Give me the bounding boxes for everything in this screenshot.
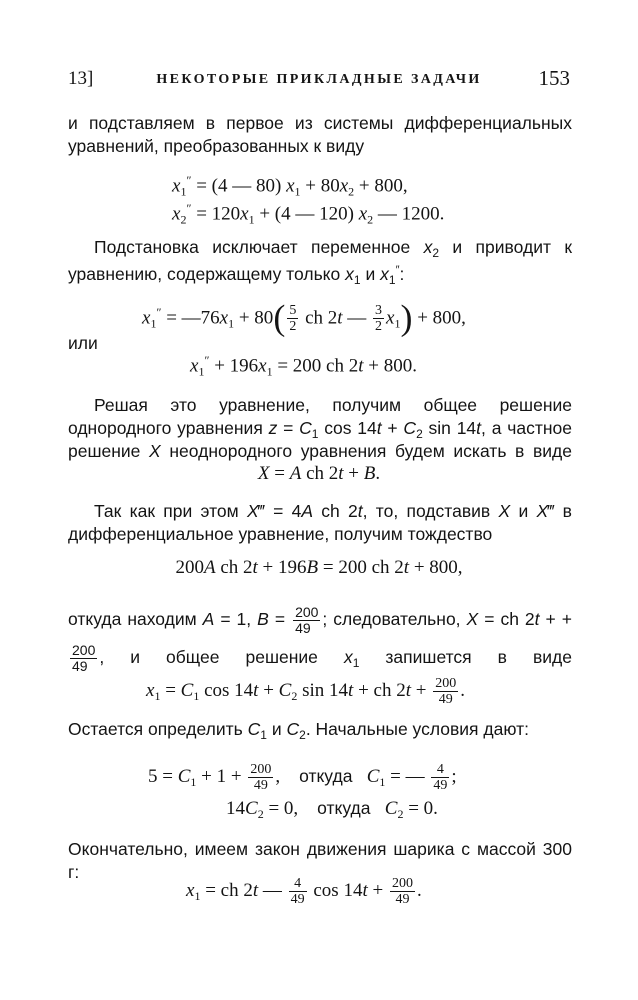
equation-system-line-2: $x_2'' = 120x_1 + (4$ — 120) $x_2$ — 1200. [172,201,445,227]
paragraph-substitution: Подстановка исключает переменное $x_2$ и приводит к уравнению, содержащему только $x_1$ и $x_1''$: [68,237,572,287]
paragraph-solving: Решая это уравнение, получим общее решение однородного уравнения $z = C_1$ $\cos 14t + C_2$ sin 14t, а частное решение X неоднородного уравнения будем искать в виде [68,395,572,461]
paragraph-intro: и подставляем в первое из системы дифференциальных уравнений, преобразованных к виду [68,113,572,156]
paragraph-final: Окончательно, имеем закон движения шарика с массой 300 г: [68,839,572,882]
equation-identity: 200A ch 2t + 196B = 200 ch 2t + 800, [175,557,463,578]
equation-system-line-1: $x_1'' = (4$ — 80) $x_1 + 80x_2 + 800$, [172,173,408,199]
equation-reduced: $x_1'' + 196x_1 = 200$ ch 2t + 800. [190,353,417,379]
section-marker: 13] [68,68,94,89]
paragraph-substitute-x: Так как при этом X‴ = 4A ch 2t, то, подставив X и X‴ в дифференциальное уравнение, получим тождество [68,501,572,544]
equation-final-law: $x_1$ = ch 2t — $\frac{4}{49}$ cos 14t + $\frac{200}{49}$ . [186,876,422,907]
equation-particular-form: X = A ch 2t + B. [257,463,381,484]
page-number: 153 [538,66,570,90]
paragraph-coefficients: откуда находим A = 1, B = $\frac{200}{49}$ ; следовательно, X = ch 2t + + $\frac{200}{49}$ , и общее решение $x_1$ запишется в виде [68,603,573,674]
page-header [68,64,570,92]
word-or: или [68,333,98,353]
equation-c1: $5 = C_1 + 1$ + $\frac{200}{49}$ , откуда $C_1$ = — $\frac{4}{49}$ ; [148,762,457,793]
equation-general-solution: $x_1 = C_1$ $\cos 14t + C_2$ sin 14t + ch 2t + $\frac{200}{49}$ . [146,676,465,707]
running-title: НЕКОТОРЫЕ ПРИКЛАДНЫЕ ЗАДАЧИ [156,72,482,87]
paragraph-initial-conditions: Остается определить $C_1$ и $C_2$. Начальные условия дают: [68,719,529,742]
equation-c2: $14C_2 = 0$, откуда $C_2 = 0$. [226,798,438,821]
equation-substituted: $x_1''$ = $—76x_1 + 80$( $\frac{5}{2}$ ch 2t — $\frac{3}{2}$ $x_1) + 800$, [142,297,466,338]
